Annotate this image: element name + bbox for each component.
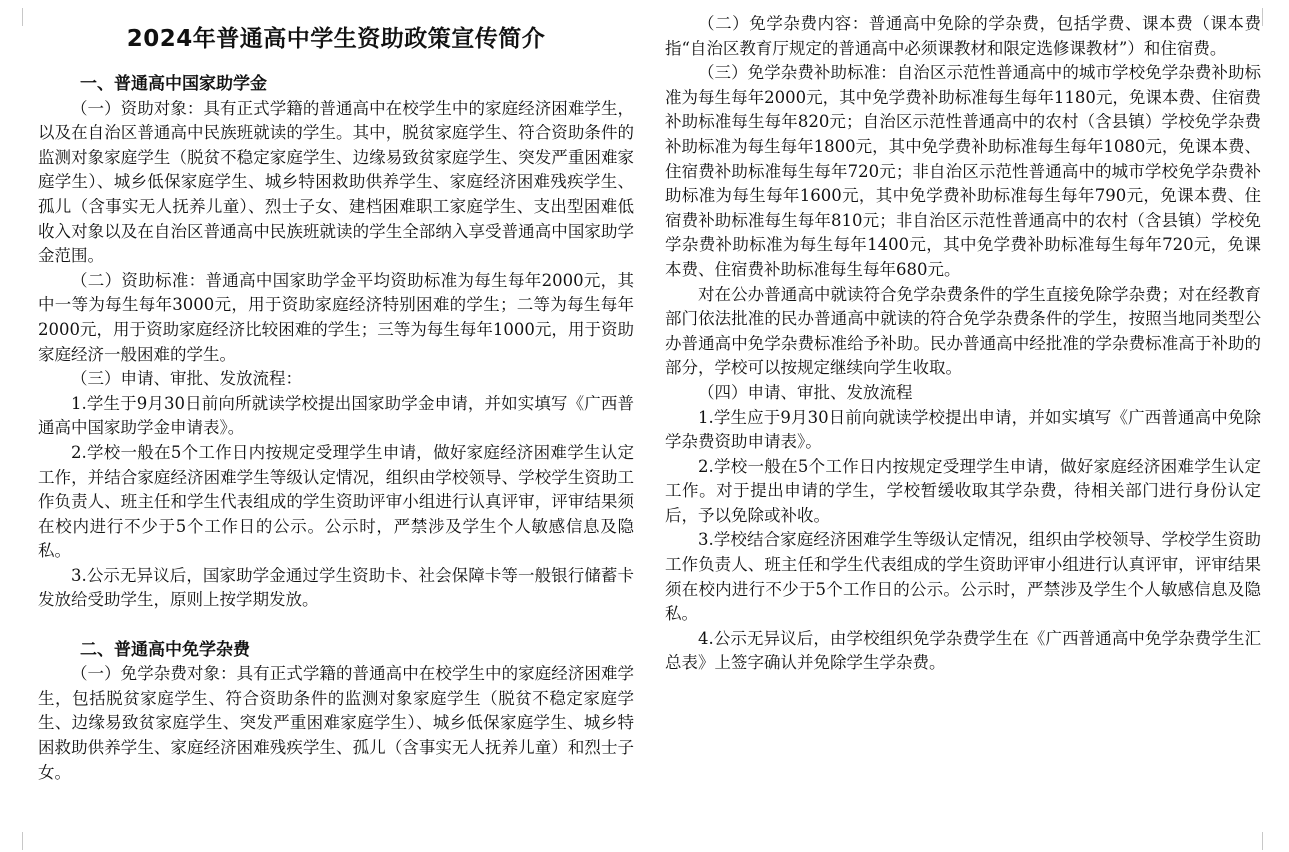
paragraph: 对在公办普通高中就读符合免学杂费条件的学生直接免除学杂费；对在经教育部门依法批准的民办普通高中就读的符合免学杂费条件的学生，按照当地同类型公办普通高中免学杂费标准给予补助。民办普通高中经批准的学杂费标准高于补助的部分，学校可以按规定继续向学生收取。 bbox=[665, 284, 1261, 378]
crop-mark-bottom-right bbox=[1262, 832, 1263, 850]
section-heading: 二、普通高中免学杂费 bbox=[80, 639, 250, 660]
section-heading: 一、普通高中国家助学金 bbox=[80, 74, 267, 94]
paragraph: 2.学校一般在5个工作日内按规定受理学生申请，做好家庭经济困难学生认定工作，并结合家庭经济困难学生等级认定情况，组织由学校领导、学校学生资助工作负责人、班主任和学生代表组成的学生资助评审小组进行认真评审，评审结果须在校内进行不少于5个工作日的公示。公示时，严禁涉及学生个人敏感信息及隐私。 bbox=[38, 442, 634, 561]
paragraph: 3.公示无异议后，国家助学金通过学生资助卡、社会保障卡等一般银行储蓄卡发放给受助学生，原则上按学期发放。 bbox=[38, 565, 634, 610]
paragraph: （二）免学杂费内容：普通高中免除的学杂费，包括学费、课本费（课本费指“自治区教育厅规定的普通高中必须课教材和限定选修课教材”）和住宿费。 bbox=[665, 14, 1261, 58]
left-column bbox=[38, 12, 634, 785]
crop-mark-top-right bbox=[1262, 8, 1263, 26]
paragraph: （四）申请、审批、发放流程 bbox=[698, 382, 913, 402]
paragraph: 1.学生应于9月30日前向就读学校提出申请，并如实填写《广西普通高中免除学杂费资助申请表》。 bbox=[665, 407, 1261, 452]
paragraph: （二）资助标准：普通高中国家助学金平均资助标准为每生每年2000元，其中一等为每生每年3000元，用于资助家庭经济特别困难的学生；二等为每生每年2000元，用于资助家庭经济比较困难的学生；三等为每生每年1000元，用于资助家庭经济一般困难的学生。 bbox=[38, 270, 634, 364]
paragraph: （三）申请、审批、发放流程： bbox=[71, 369, 302, 389]
paragraph: 1.学生于9月30日前向所就读学校提出国家助学金申请，并如实填写《广西普通高中国家助学金申请表》。 bbox=[38, 393, 634, 438]
crop-mark-top-left bbox=[22, 8, 23, 26]
paragraph: 2.学校一般在5个工作日内按规定受理学生申请，做好家庭经济困难学生认定工作。对于提出申请的学生，学校暂缓收取其学杂费，待相关部门进行身份认定后，予以免除或补收。 bbox=[665, 456, 1261, 525]
paragraph: （一）免学杂费对象：具有正式学籍的普通高中在校学生中的家庭经济困难学生，包括脱贫家庭学生、符合资助条件的监测对象家庭学生（脱贫不稳定家庭学生、边缘易致贫家庭学生、突发严重困难家庭学生）、城乡低保家庭学生、城乡特困救助供养学生、家庭经济困难残疾学生、孤儿（含事实无人抚养儿童）和烈士子女。 bbox=[38, 664, 634, 782]
spacer bbox=[38, 613, 634, 638]
document-title: 2024年普通高中学生资助政策宣传简介 bbox=[126, 26, 546, 52]
paragraph: （三）免学杂费补助标准：自治区示范性普通高中的城市学校免学杂费补助标准为每生每年2000元，其中免学费补助标准每生每年1180元，免课本费、住宿费补助标准每生每年820元；自治区示范性普通高中的农村（含县镇）学校免学杂费补助标准为每生每年1800元，其中免学费补助标准每生每年1080元，免课本费、住宿费补助标准每生每年720元；非自治区示范性普通高中的城市学校免学杂费补助标准为每生每年1600元，其中免学费补助标准每生每年790元，免课本费、住宿费补助标准每生每年810元；非自治区示范性普通高中的农村（含县镇）学校免学杂费补助标准为每生每年1400元，其中免学费补助标准每生每年720元，免课本费、住宿费补助标准每生每年680元。 bbox=[665, 63, 1261, 279]
paragraph: 4.公示无异议后，由学校组织免学杂费学生在《广西普通高中免学杂费学生汇总表》上签字确认并免除学生学杂费。 bbox=[665, 628, 1261, 673]
paragraph: 3.学校结合家庭经济困难学生等级认定情况，组织由学校领导、学校学生资助工作负责人、班主任和学生代表组成的学生资助评审小组进行认真评审，评审结果须在校内进行不少于5个工作日的公示。公示时，严禁涉及学生个人敏感信息及隐私。 bbox=[665, 530, 1261, 624]
right-column bbox=[665, 12, 1261, 676]
crop-mark-bottom-left bbox=[22, 832, 23, 850]
paragraph: （一）资助对象：具有正式学籍的普通高中在校学生中的家庭经济困难学生，以及在自治区普通高中民族班就读的学生。其中，脱贫家庭学生、符合资助条件的监测对象家庭学生（脱贫不稳定家庭学生、边缘易致贫家庭学生、突发严重困难家庭学生）、城乡低保家庭学生、城乡特困救助供养学生、家庭经济困难残疾学生、孤儿（含事实无人抚养儿童）、烈士子女、建档困难职工家庭学生、支出型困难低收入对象以及在自治区普通高中民族班就读的学生全部纳入享受普通高中国家助学金范围。 bbox=[38, 98, 634, 266]
